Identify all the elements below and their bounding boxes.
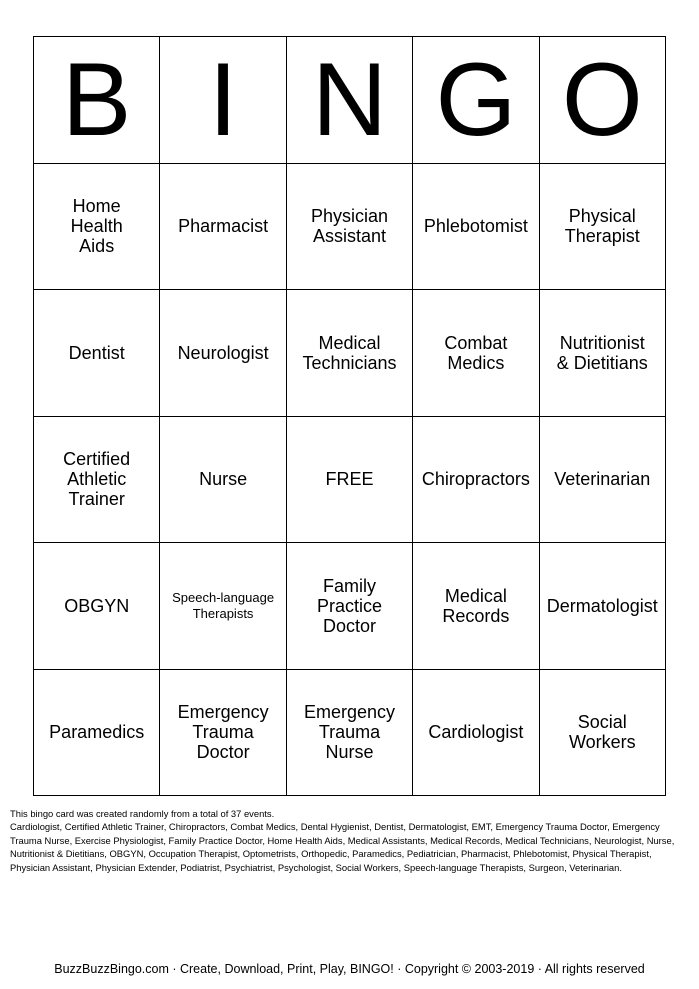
cell-text: Speech-language Therapists	[172, 589, 275, 621]
header-n: N	[287, 37, 413, 164]
bingo-cell	[34, 290, 160, 417]
cell-text: Physical Therapist	[564, 206, 640, 247]
bingo-cell	[413, 164, 539, 291]
bingo-cell	[160, 290, 286, 417]
cell-text: Physician Assistant	[310, 206, 389, 247]
cell-text: Emergency Trauma Doctor	[177, 702, 269, 763]
bingo-cell	[34, 670, 160, 797]
header-o: O	[540, 37, 666, 164]
cell-text: Family Practice Doctor	[316, 575, 382, 636]
header-g: G	[413, 37, 539, 164]
bingo-cell	[540, 543, 666, 670]
bingo-cell	[540, 417, 666, 544]
bingo-cell	[160, 543, 286, 670]
site-footer: BuzzBuzzBingo.com · Create, Download, Print, Play, BINGO! · Copyright © 2003-2019 · All rights reserved	[54, 962, 645, 976]
cell-text: Dentist	[68, 342, 125, 363]
cell-text: FREE	[325, 469, 374, 490]
cell-text: Dermatologist	[546, 595, 658, 616]
bingo-cell	[34, 543, 160, 670]
cell-text: Phlebotomist	[423, 216, 528, 237]
cell-text: Nutritionist & Dietitians	[556, 332, 648, 373]
free-space-cell	[287, 417, 413, 544]
bingo-cell	[160, 417, 286, 544]
bingo-cell	[287, 290, 413, 417]
cell-text: Emergency Trauma Nurse	[303, 702, 396, 763]
card-footnote	[10, 807, 686, 874]
bingo-cell	[413, 670, 539, 797]
bingo-cell	[160, 670, 286, 797]
bingo-card	[33, 36, 666, 796]
cell-text: Pharmacist	[178, 216, 269, 237]
bingo-cell	[413, 543, 539, 670]
cell-text: Social Workers	[568, 712, 636, 753]
cell-text: OBGYN	[64, 595, 130, 616]
bingo-cell	[34, 164, 160, 291]
cell-text: Chiropractors	[421, 469, 530, 490]
cell-text: Home Health Aids	[70, 196, 123, 257]
bingo-cell	[287, 543, 413, 670]
cell-text: Neurologist	[177, 342, 269, 363]
bingo-cell	[160, 164, 286, 291]
bingo-cell	[413, 290, 539, 417]
bingo-cell	[287, 670, 413, 797]
footnote-intro: This bingo card was created randomly from a total of 37 events.	[10, 808, 275, 819]
bingo-cell	[540, 164, 666, 291]
cell-text: Paramedics	[49, 722, 145, 743]
cell-text: Certified Athletic Trainer	[63, 449, 131, 510]
bingo-cell	[413, 417, 539, 544]
cell-text: Combat Medics	[444, 332, 508, 373]
cell-text: Veterinarian	[554, 469, 651, 490]
cell-text: Medical Records	[442, 585, 510, 626]
bingo-cell	[540, 290, 666, 417]
footnote-event-list: Cardiologist, Certified Athletic Trainer, Chiropractors, Combat Medics, Dental Hygienist, Dentist, Dermatologist, EMT, Emergency Trauma Doctor, Emergency Trauma Nurse, Exercise Physiologist, Family Practice Doctor, Home Health Aids, Medical Assistants, Medical Records, Medical Technicians, Neurologist, Nurse, Nutritionist & Dietitians, OBGYN, Occupation Therapist, Optometrists, Orthopedic, Paramedics, Pediatrician, Pharmacist, Phlebotomist, Physical Therapist, Physician Assistant, Physician Extender, Podiatrist, Psychiatrist, Psychologist, Social Workers, Speech-language Therapists, Surgeon, Veterinarian.	[10, 821, 675, 873]
bingo-cell	[287, 164, 413, 291]
bingo-cell	[540, 670, 666, 797]
header-b: B	[34, 37, 160, 164]
cell-text: Nurse	[199, 469, 248, 490]
cell-text: Cardiologist	[428, 722, 524, 743]
header-i: I	[160, 37, 286, 164]
bingo-cell	[34, 417, 160, 544]
cell-text: Medical Technicians	[302, 332, 397, 373]
